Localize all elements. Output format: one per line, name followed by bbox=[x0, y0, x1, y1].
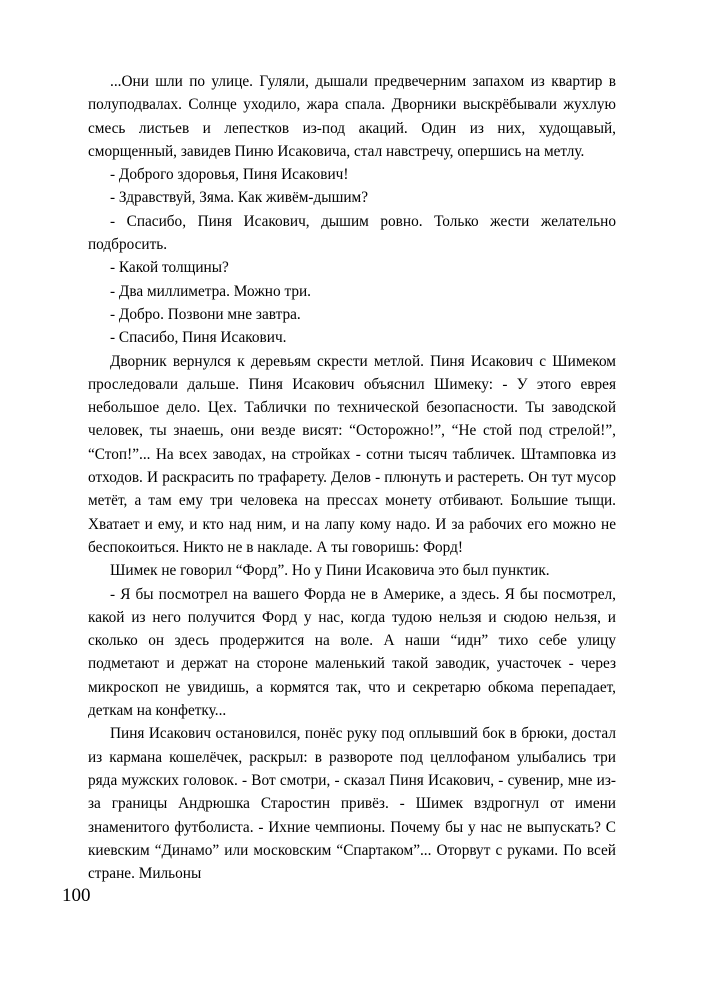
paragraph: Шимек не говорил “Форд”. Но у Пини Исаковича это был пунктик. bbox=[110, 562, 550, 580]
paragraph: - Добро. Позвони мне завтра. bbox=[110, 305, 301, 323]
page-text-block bbox=[88, 70, 616, 885]
paragraph: - Какой толщины? bbox=[110, 259, 229, 277]
paragraph: - Доброго здоровья, Пиня Исакович! bbox=[110, 166, 349, 184]
paragraph: - Спасибо, Пиня Исакович, дышим ровно. Только жести желательно подбросить. bbox=[88, 212, 616, 254]
paragraph: Пиня Исакович остановился, понёс руку под оплывший бок в брюки, достал из кармана кошелёчек, раскрыл: в развороте под целлофаном улыбались три ряда мужских головок. - Вот смотри, - сказал Пиня Исакович, - сувенир, мне из-за границы Андрюшка Старостин привёз. - Шимек вздрогнул от имени знаменитого футболиста. - Ихние чемпионы. Почему бы у нас не выпускать? С киевским “Динамо” или московским “Спартаком”... Оторвут с руками. По всей стране. Мильоны bbox=[88, 725, 616, 883]
paragraph: - Два миллиметра. Можно три. bbox=[110, 282, 311, 300]
paragraph: - Спасибо, Пиня Исакович. bbox=[110, 329, 287, 347]
paragraph: - Здравствуй, Зяма. Как живём-дышим? bbox=[110, 189, 369, 207]
paragraph: Дворник вернулся к деревьям скрести метлой. Пиня Исакович с Шимеком проследовали дальше. Пиня Исакович объяснил Шимеку: - У этого еврея небольшое дело. Цех. Таблички по технической безопасности. Ты заводской человек, ты знаешь, они везде висят: “Осторожно!”, “Не стой под стрелой!”, “Стоп!”... На всех заводах, на стройках - сотни тысяч табличек. Штамповка из отходов. И раскрасить по трафарету. Делов - плюнуть и растереть. Он тут мусор метёт, а там ему три человека на прессах монету отбивают. Большие тыщи. Хватает и ему, и кто над ним, и на лапу кому надо. И за рабочих его можно не беспокоиться. Никто не в накладе. А ты говоришь: Форд! bbox=[88, 352, 616, 556]
paragraph: ...Они шли по улице. Гуляли, дышали предвечерним запахом из квартир в полуподвалах. Солнце уходило, жара спала. Дворники выскрёбывали жухлую смесь листьев и лепестков из-под акаций. Один из них, худощавый, сморщенный, завидев Пиню Исаковича, стал навстречу, опершись на метлу. bbox=[88, 73, 616, 160]
paragraph: - Я бы посмотрел на вашего Форда не в Америке, а здесь. Я бы посмотрел, какой из него получится Форд у нас, когда тудою нельзя и сюдою нельзя, и сколько он здесь продержится на воле. А наши “идн” тихо себе улицу подметают и держат на стороне маленький такой заводик, участочек - через микроскоп не увидишь, а кормятся так, что и секретарю обкома перепадает, деткам на конфетку... bbox=[88, 585, 616, 720]
page-number: 100 bbox=[62, 885, 91, 906]
